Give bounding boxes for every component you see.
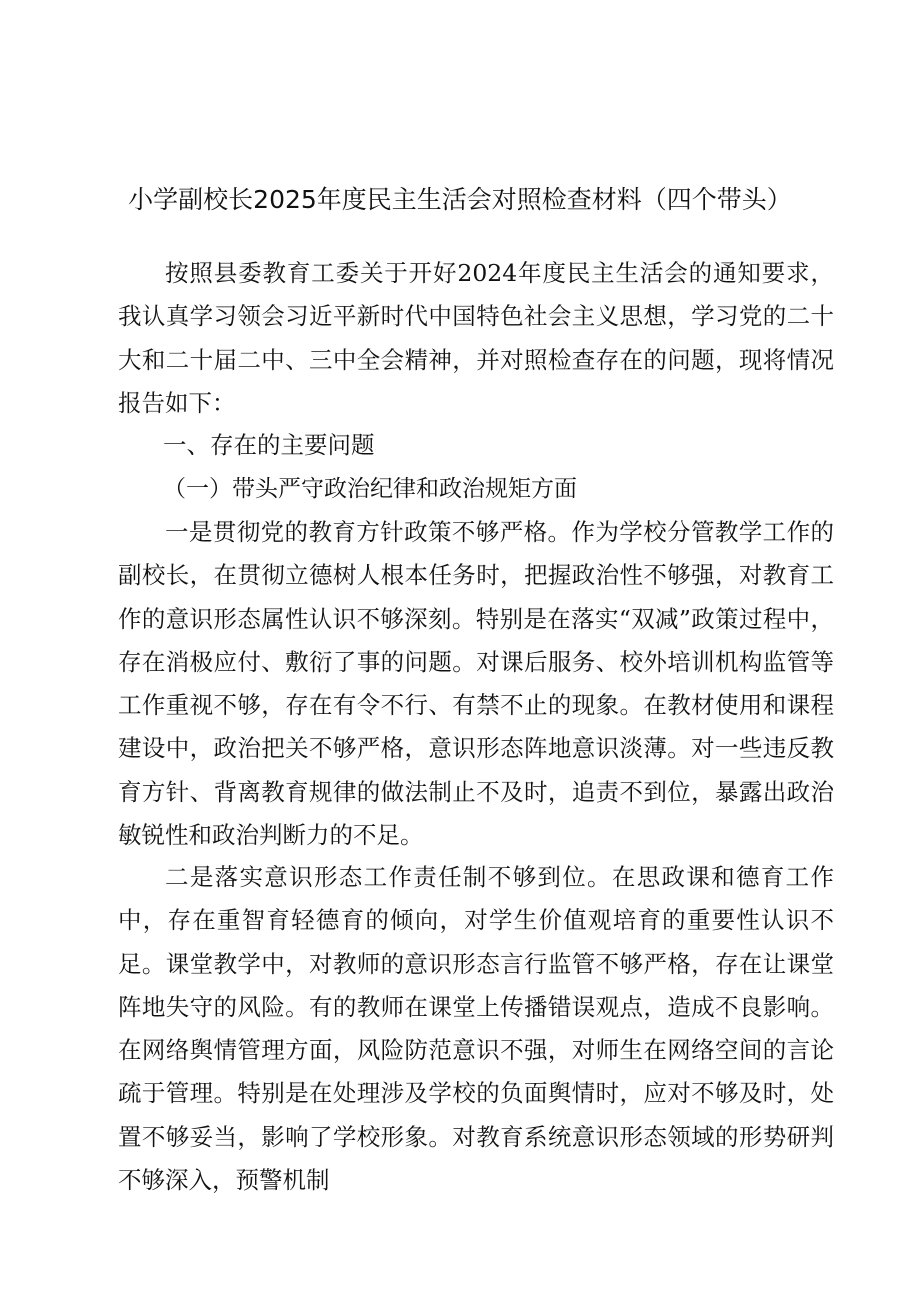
subsection-heading: （一）带头严守政治纪律和政治规矩方面 (163, 476, 577, 502)
body-paragraph-1: 一是贯彻党的教育方针政策不够严格。作为学校分管教学工作的副校长，在贯彻立德树人根本任务时，把握政治性不够强，对教育工作的意识形态属性认识不够深刻。特别是在落实“双减”政策过程中，存在消极应付、敷衍了事的问题。对课后服务、校外培训机构监管等工作重视不够，存在有令不行、有禁不止的现象。在教材使用和课程建设中，政治把关不够严格，意识形态阵地意识淡薄。对一些违反教育方针、背离教育规律的做法制止不及时，追责不到位，暴露出政治敏锐性和政治判断力的不足。 (118, 518, 834, 850)
body-paragraph-2: 二是落实意识形态工作责任制不够到位。在思政课和德育工作中，存在重智育轻德育的倾向，对学生价值观培育的重要性认识不足。课堂教学中，对教师的意识形态言行监管不够严格，存在让课堂阵地失守的风险。有的教师在课堂上传播错误观点，造成不良影响。在网络舆情管理方面，风险防范意识不强，对师生在网络空间的言论疏于管理。特别是在处理涉及学校的负面舆情时，应对不够及时，处置不够妥当，影响了学校形象。对教育系统意识形态领域的形势研判不够深入，预警机制 (118, 863, 834, 1195)
section-heading: 一、存在的主要问题 (163, 431, 375, 459)
intro-paragraph: 按照县委教育工委关于开好2024年度民主生活会的通知要求，我认真学习领会习近平新时代中国特色社会主义思想，学习党的二十大和二十届二中、三中全会精神，并对照检查存在的问题，现将情况报告如下： (118, 259, 834, 417)
document-title: 小学副校长2025年度民主生活会对照检查材料（四个带头） (128, 184, 792, 214)
